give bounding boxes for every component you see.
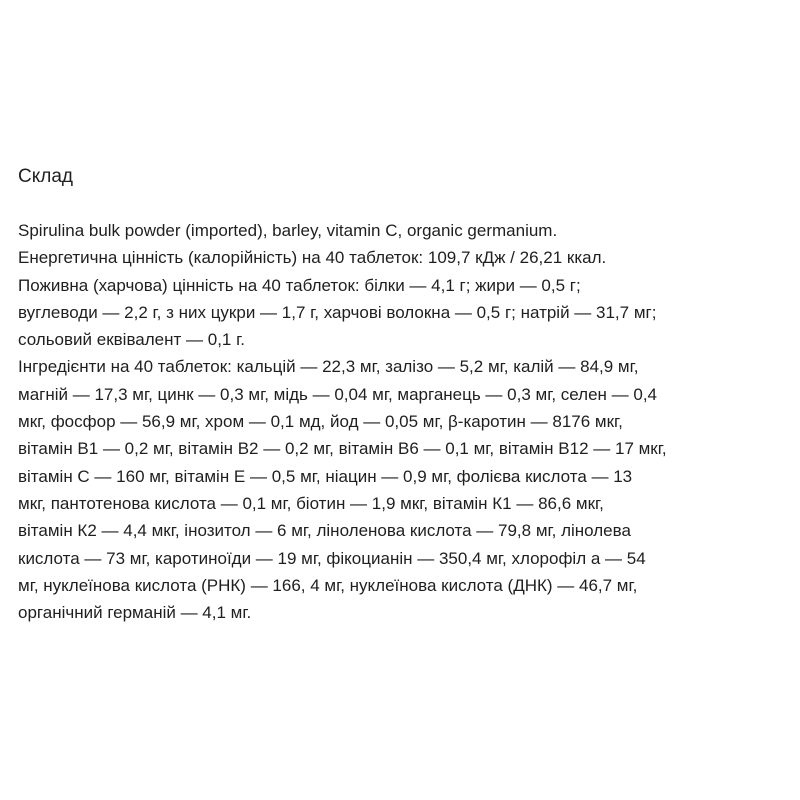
composition-title: Склад: [18, 166, 73, 187]
composition-line: Spirulina bulk powder (imported), barley, vitamin C, organic germanium.: [18, 221, 558, 240]
composition-line: органічний германій — 4,1 мг.: [18, 603, 252, 623]
composition-line: магній — 17,3 мг, цинк — 0,3 мг, мідь — 0,04 мг, марганець — 0,3 мг, селен — 0,4: [18, 384, 658, 404]
composition-line: Інгредієнти на 40 таблеток: кальцій — 22,3 мг, залізо — 5,2 мг, калій — 84,9 мг,: [18, 357, 639, 377]
composition-line: мкг, пантотенова кислота — 0,1 мг, біотин — 1,9 мкг, вітамін К1 — 86,6 мкг,: [18, 493, 604, 513]
composition-line: вітамін К2 — 4,4 мкг, інозитол — 6 мг, ліноленова кислота — 79,8 мг, лінолева: [18, 521, 631, 541]
composition-text: [18, 217, 780, 626]
composition-line: кислота — 73 мг, каротиноїди — 19 мг, фікоцианін — 350,4 мг, хлорофіл а — 54: [18, 548, 646, 568]
composition-line: вуглеводи — 2,2 г, з них цукри — 1,7 г, харчові волокна — 0,5 г; натрій — 31,7 мг;: [18, 302, 657, 322]
composition-line: мкг, фосфор — 56,9 мг, хром — 0,1 мд, йод — 0,05 мг, β-каротин — 8176 мкг,: [18, 412, 623, 432]
composition-line: мг, нуклеїнова кислота (РНК) — 166, 4 мг, нуклеїнова кислота (ДНК) — 46,7 мг,: [18, 575, 638, 595]
composition-line: вітамін С — 160 мг, вітамін Е — 0,5 мг, ніацин — 0,9 мг, фолієва кислота — 13: [18, 466, 633, 486]
composition-line: Поживна (харчова) цінність на 40 таблеток: білки — 4,1 г; жири — 0,5 г;: [18, 275, 581, 295]
composition-line: сольовий еквівалент — 0,1 г.: [18, 330, 245, 350]
composition-line: вітамін В1 — 0,2 мг, вітамін В2 — 0,2 мг, вітамін В6 — 0,1 мг, вітамін В12 — 17 мкг,: [18, 439, 667, 459]
composition-line: Енергетична цінність (калорійність) на 40 таблеток: 109,7 кДж / 26,21 ккал.: [18, 248, 607, 268]
